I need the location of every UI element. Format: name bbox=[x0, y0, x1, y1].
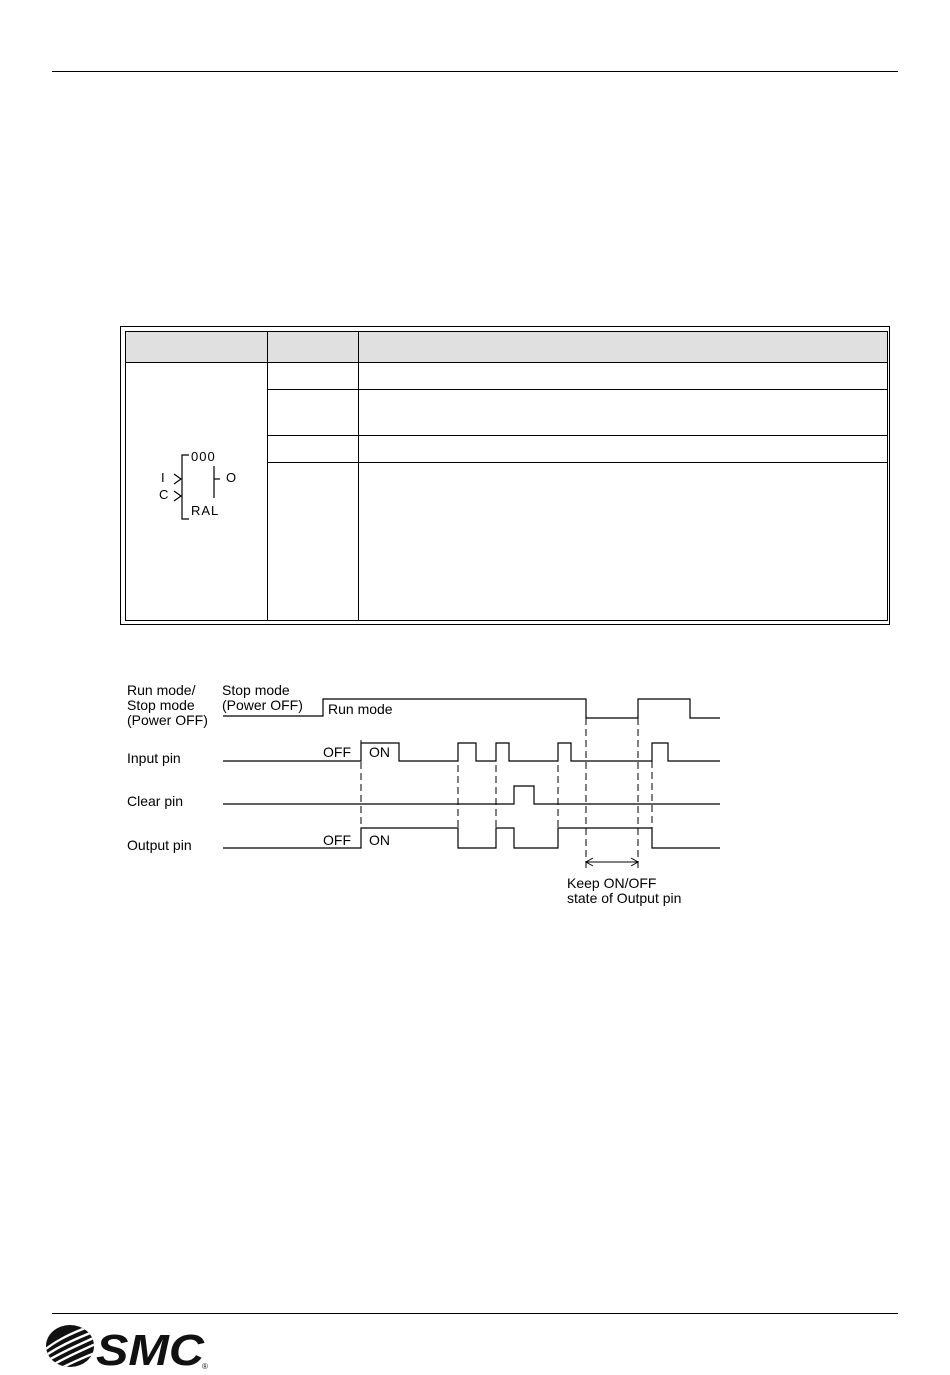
pin-cell bbox=[268, 363, 359, 390]
description-cell bbox=[359, 436, 888, 463]
keep-state-note: Keep ON/OFF state of Output pin bbox=[567, 875, 682, 906]
input-pin-waveform bbox=[223, 743, 720, 761]
smc-globe-icon bbox=[46, 1324, 216, 1370]
symbol-cell bbox=[126, 363, 268, 621]
header-rule bbox=[52, 71, 898, 72]
description-cell bbox=[359, 463, 888, 621]
registered-mark: ® bbox=[202, 1362, 208, 1370]
output-symbol-label: O bbox=[226, 470, 238, 485]
keep-state-arrow bbox=[586, 858, 638, 866]
input-off-label: OFF bbox=[323, 744, 351, 760]
smc-wordmark: SMC bbox=[96, 1326, 206, 1370]
table-header-row bbox=[126, 332, 888, 363]
description-cell bbox=[359, 390, 888, 436]
table-row bbox=[126, 363, 888, 390]
type-label: RAL bbox=[191, 503, 220, 518]
input-symbol-label: I bbox=[161, 470, 166, 485]
clear-symbol-label: C bbox=[159, 487, 170, 502]
clear-pin-waveform bbox=[223, 786, 720, 804]
header-cell-pin bbox=[268, 332, 359, 363]
input-pin-label: Input pin bbox=[127, 750, 181, 766]
header-cell-symbol bbox=[126, 332, 268, 363]
smc-logo bbox=[46, 1324, 216, 1370]
counter-value: 000 bbox=[191, 449, 216, 464]
output-pin-label: Output pin bbox=[127, 837, 192, 853]
timing-diagram bbox=[120, 680, 730, 920]
run-mode-label: Run mode bbox=[328, 701, 393, 717]
description-cell bbox=[359, 363, 888, 390]
output-off-label: OFF bbox=[323, 832, 351, 848]
pin-cell bbox=[268, 390, 359, 436]
header-cell-description bbox=[359, 332, 888, 363]
run-stop-mode-label: Run mode/ Stop mode (Power OFF) bbox=[127, 682, 208, 728]
input-on-label: ON bbox=[369, 744, 390, 760]
pin-cell bbox=[268, 463, 359, 621]
clear-pin-label: Clear pin bbox=[127, 793, 184, 809]
stop-mode-label: Stop mode (Power OFF) bbox=[222, 682, 303, 713]
counter-symbol bbox=[159, 449, 249, 528]
spec-table bbox=[125, 331, 888, 621]
footer-rule bbox=[52, 1313, 898, 1314]
output-pin-waveform bbox=[223, 828, 720, 848]
pin-cell bbox=[268, 436, 359, 463]
output-on-label: ON bbox=[369, 832, 390, 848]
